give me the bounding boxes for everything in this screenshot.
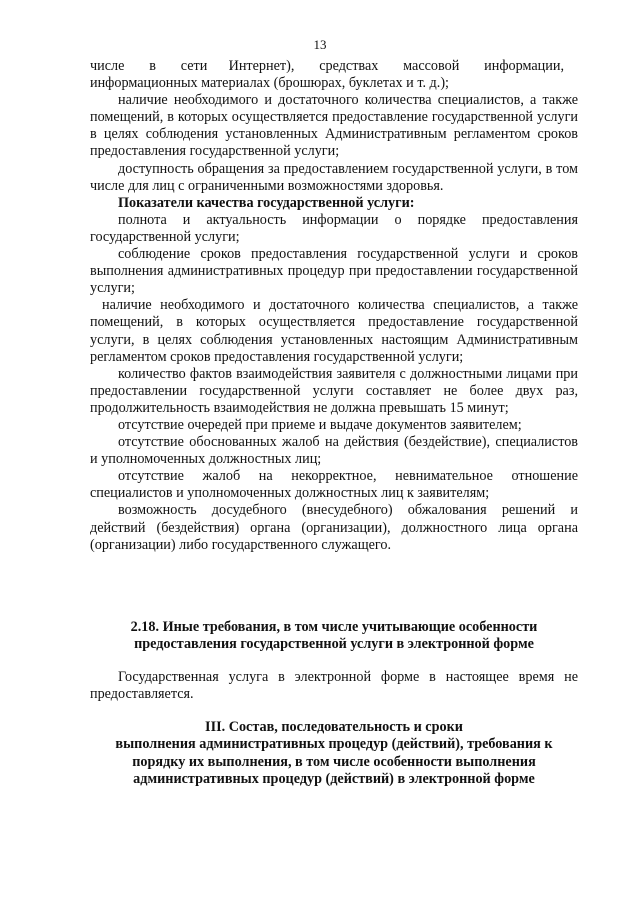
section-heading-2-18 xyxy=(90,619,578,653)
chapter-heading-line: III. Состав, последовательность и сроки xyxy=(205,719,463,735)
quality-item-appeal: возможность досудебного (внесудебного) обжалования решений и действий (бездействия) органа (организации), должностного лица органа (организации) либо государственного служащего. xyxy=(90,502,578,553)
paragraph-continuation-line: числе в сети Интернет), средствах массовой информации, xyxy=(90,58,564,74)
paragraph-continuation-line: информационных материалах (брошюрах, буклетах и т. д.); xyxy=(90,75,449,92)
electronic-form-paragraph: Государственная услуга в электронной форме в настоящее время не предоставляется. xyxy=(90,669,578,703)
document-body xyxy=(90,58,578,554)
quality-indicators-heading: Показатели качества государственной услуги: xyxy=(118,194,415,211)
paragraph-specialists: наличие необходимого и достаточного количества специалистов, а также помещений, в которых осуществляется предоставление государственной услуги в целях соблюдения установленных Административным регламентом сроков предоставления государственной услуги; xyxy=(90,92,578,160)
quality-item-completeness: полнота и актуальность информации о порядке предоставления государственной услуги; xyxy=(90,211,578,245)
chapter-heading-3 xyxy=(90,719,578,788)
quality-item-no-queues: отсутствие очередей при приеме и выдаче документов заявителем; xyxy=(118,416,522,433)
chapter-heading-line: выполнения административных процедур (действий), требования к xyxy=(115,736,553,753)
quality-item-no-incorrect-attitude: отсутствие жалоб на некорректное, невнимательное отношение специалистов и уполномоченных должностных лиц к заявителям; xyxy=(90,468,578,502)
chapter-heading-line: порядку их выполнения, в том числе особенности выполнения xyxy=(132,753,536,770)
quality-item-interactions: количество фактов взаимодействия заявителя с должностными лицами при предоставлении государственной услуги составляет не более двух раз, продолжительность взаимодействия не должна превышать 15 минут; xyxy=(90,365,578,416)
quality-item-no-grounded-complaints: отсутствие обоснованных жалоб на действия (бездействие), специалистов и уполномоченных должностных лиц; xyxy=(90,434,578,468)
quality-item-deadlines: соблюдение сроков предоставления государственной услуги и сроков выполнения административных процедур при предоставлении государственной услуги; xyxy=(90,246,578,297)
paragraph-accessibility: доступность обращения за предоставлением государственной услуги, в том числе для лиц с ограниченными возможностями здоровья. xyxy=(90,160,578,194)
page-number: 13 xyxy=(313,37,327,52)
section-heading-line: предоставления государственной услуги в электронной форме xyxy=(134,636,534,652)
section-heading-line: 2.18. Иные требования, в том числе учитывающие особенности xyxy=(130,619,538,635)
chapter-heading-line: административных процедур (действий) в электронной форме xyxy=(133,770,535,787)
quality-item-specialists: наличие необходимого и достаточного количества специалистов, а также помещений, в которых осуществляется предоставление государственной услуги, в целях соблюдения установленных настоящим Административным регламентом сроков предоставления государственной услуги; xyxy=(90,297,578,365)
